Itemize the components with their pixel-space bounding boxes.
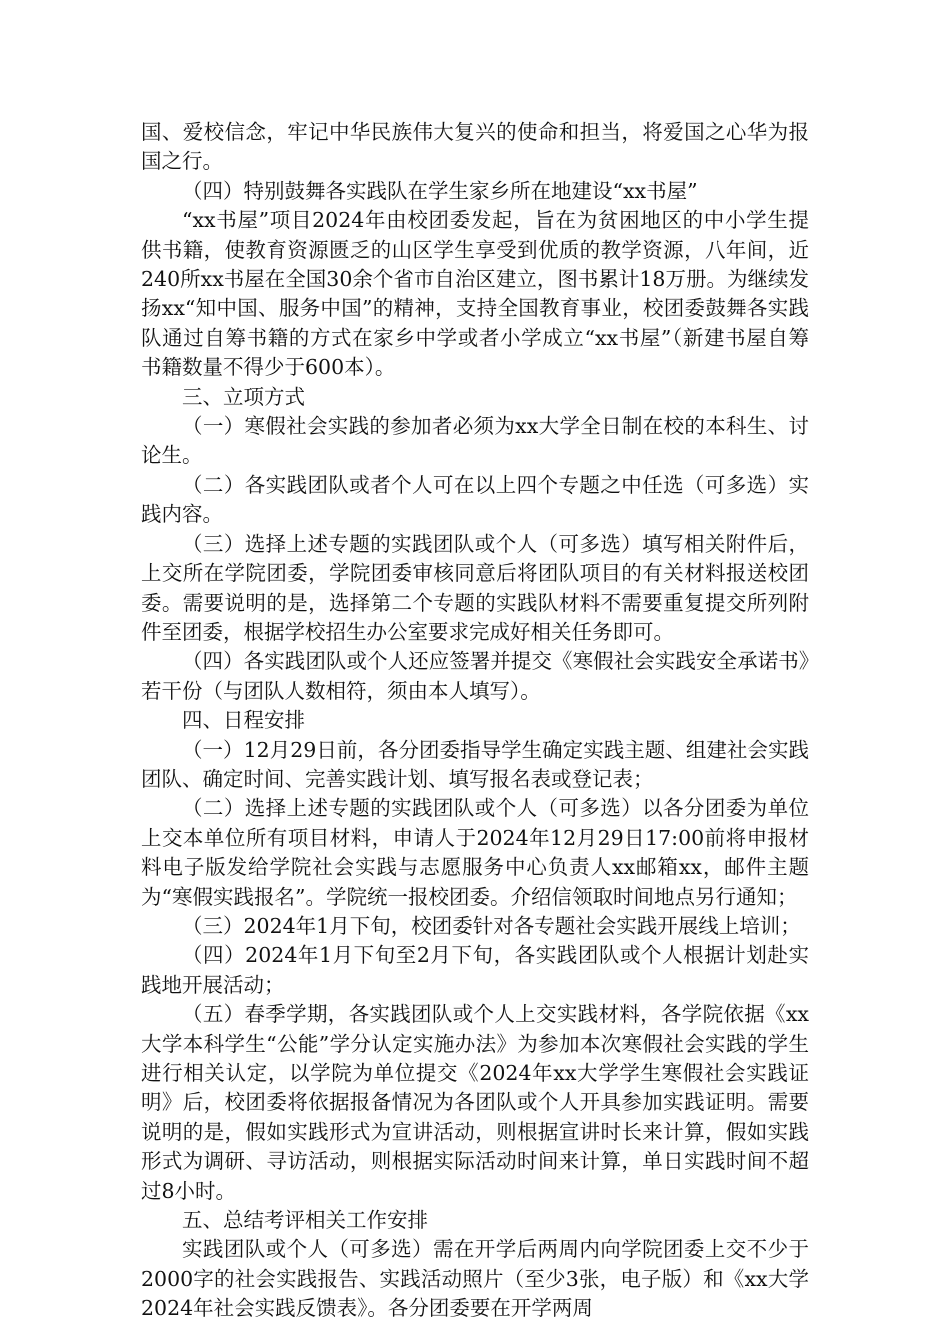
section-heading-project-method: 三、立项方式 <box>182 384 305 409</box>
paragraph-schedule-2: （二）选择上述专题的实践团队或个人（可多选）以各分团委为单位上交本单位所有项目材料，申请人于2024年12月29日17:00前将申报材料电子版发给学院社会实践与志愿服务中心负责人xx邮箱xx，邮件主题为“寒假实践报名”。学院统一报校团委。介绍信领取时间地点另行通知； <box>141 796 809 909</box>
paragraph-method-1: （一）寒假社会实践的参加者必须为xx大学全日制在校的本科生、讨论生。 <box>141 414 809 468</box>
paragraph-method-4: （四）各实践团队或个人还应签署并提交《寒假社会实践安全承诺书》若干份（与团队人数相符，须由本人填写）。 <box>141 649 809 703</box>
paragraph-continuation: 国、爱校信念，牢记中华民族伟大复兴的使命和担当，将爱国之心华为报国之行。 <box>141 120 809 174</box>
paragraph-schedule-4: （四）2024年1月下旬至2月下旬，各实践团队或个人根据计划赴实践地开展活动； <box>141 943 809 997</box>
section-heading-summary: 五、总结考评相关工作安排 <box>182 1208 428 1233</box>
paragraph-method-3: （三）选择上述专题的实践团队或个人（可多选）填写相关附件后，上交所在学院团委，学院团委审核同意后将团队项目的有关材料报送校团委。需要说明的是，选择第二个专题的实践队材料不需要重复提交所列附件至团委，根据学校招生办公室要求完成好相关任务即可。 <box>141 531 809 644</box>
section-heading-schedule: 四、日程安排 <box>182 708 305 733</box>
paragraph-schedule-5: （五）春季学期，各实践团队或个人上交实践材料，各学院依据《xx大学本科学生“公能”学分认定实施办法》为参加本次寒假社会实践的学生进行相关认定，以学院为单位提交《2024年xx大学学生寒假社会实践证明》后，校团委将依据报备情况为各团队或个人开具参加实践证明。需要说明的是，假如实践形式为宣讲活动，则根据宣讲时长来计算，假如实践形式为调研、寻访活动，则根据实际活动时间来计算，单日实践时间不超过8小时。 <box>141 1002 809 1203</box>
document-body <box>141 118 809 1324</box>
paragraph-book-house-project: “xx书屋”项目2024年由校团委发起，旨在为贫困地区的中小学生提供书籍，使教育资源匮乏的山区学生享受到优质的教学资源，八年间，近240所xx书屋在全国30余个省市自治区建立，图书累计18万册。为继续发扬xx“知中国、服务中国”的精神，支持全国教育事业，校团委鼓舞各实践队通过自筹书籍的方式在家乡中学或者小学成立“xx书屋”（新建书屋自筹书籍数量不得少于600本）。 <box>141 208 809 380</box>
subsection-heading-book-house: （四）特别鼓舞各实践队在学生家乡所在地建设“xx书屋” <box>182 178 698 203</box>
paragraph-method-2: （二）各实践团队或者个人可在以上四个专题之中任选（可多选）实践内容。 <box>141 472 809 527</box>
paragraph-schedule-1: （一）12月29日前，各分团委指导学生确定实践主题、组建社会实践团队、确定时间、完善实践计划、填写报名表或登记表； <box>141 737 809 791</box>
paragraph-summary: 实践团队或个人（可多选）需在开学后两周内向学院团委上交不少于2000字的社会实践报告、实践活动照片（至少3张，电子版）和《xx大学2024年社会实践反馈表》。各分团委要在开学两周 <box>141 1237 809 1321</box>
paragraph-schedule-3: （三）2024年1月下旬，校团委针对各专题社会实践开展线上培训； <box>182 913 801 938</box>
